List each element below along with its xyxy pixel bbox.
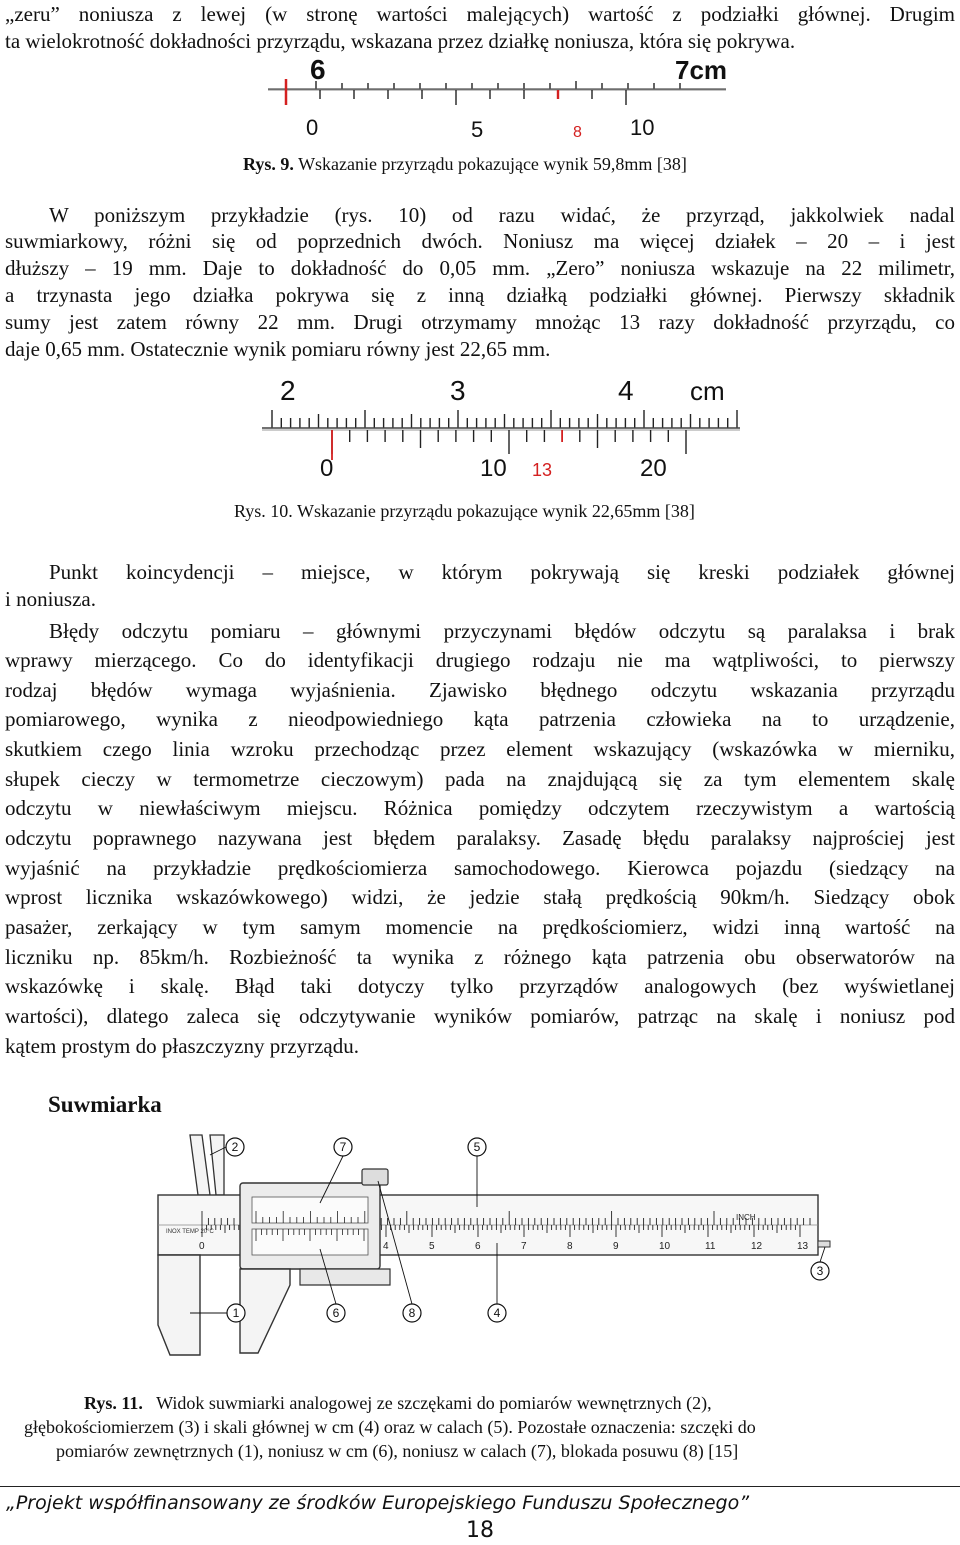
paragraph-line: kątem prostym do płaszczyzny przyrządu.	[5, 1034, 359, 1058]
inch-label: INCH	[736, 1213, 756, 1222]
vernier-label-0: 0	[320, 455, 334, 482]
internal-jaw-fixed	[190, 1135, 210, 1195]
cm-scale-number: 8	[567, 1241, 573, 1252]
vernier-figure-10	[262, 372, 742, 484]
figure-caption-9: Rys. 9. Wskazanie przyrządu pokazujące wynik 59,8mm [38]	[243, 154, 687, 174]
lock-screw	[362, 1169, 388, 1185]
callout-label-3: 3	[816, 1264, 824, 1278]
footer-divider	[0, 1486, 960, 1487]
caliper-figure-11	[140, 1125, 840, 1380]
paragraph-line: pomiarowego, wynika z nieodpowiedniego kąta patrzenia człowieka na to urządzenie,	[5, 707, 955, 731]
cm-scale-number: 7	[521, 1241, 527, 1252]
vernier-scale-ticks	[286, 90, 626, 105]
figure-caption-11-line2: głębokościomierzem (3) i skali głównej w cm (4) oraz w calach (5). Pozostałe oznaczenia: szczęki do	[24, 1417, 756, 1437]
paragraph-line: W poniższym przykładzie (rys. 10) od razu widać, że przyrząd, jakkolwiek nadal	[49, 203, 955, 227]
paragraph-line: wskazówkę i skalę. Błąd taki dotyczy tylko przyrządów analogowych (bez wyświetlanej	[5, 974, 955, 998]
paragraph-line: ta wielokrotność dokładności przyrządu, wskazana przez działkę noniusza, która się pokrywa.	[5, 29, 796, 53]
vernier-scale-ticks	[332, 430, 686, 454]
thumb-grip	[300, 1269, 390, 1285]
slider	[240, 1183, 380, 1269]
vernier-label-10: 10	[480, 455, 507, 482]
figure-caption-11-line1: Rys. 11. Widok suwmiarki analogowej ze szczękami do pomiarów wewnętrznych (2),	[84, 1393, 712, 1413]
main-label-cm: cm	[690, 376, 725, 406]
callout-label-5: 5	[473, 1140, 481, 1154]
vernier-label-20: 20	[640, 455, 667, 482]
page-number: 18	[466, 1518, 494, 1543]
vernier-label-13: 13	[532, 460, 553, 480]
main-label-6: 6	[310, 55, 326, 85]
cm-scale-number: 5	[429, 1241, 435, 1252]
paragraph-line: sumy jest zatem równy 22 mm. Drugi otrzymamy mnożąc 13 razy dokładność przyrządu, co	[5, 310, 955, 334]
cm-scale-number: 12	[751, 1241, 763, 1252]
paragraph-line: „zeru” noniusza z lewej (w stronę wartości malejących) wartość z podziałki głównej. Drugim	[5, 2, 955, 26]
main-scale-ticks	[272, 410, 737, 428]
internal-jaw-movable	[210, 1135, 224, 1195]
cm-scale-number: 4	[383, 1241, 389, 1252]
callout-label-7: 7	[339, 1140, 347, 1154]
footer-text: „Projekt współfinansowany ze środków Europejskiego Funduszu Społecznego”	[6, 1492, 750, 1514]
paragraph-line: i noniusza.	[5, 587, 96, 611]
paragraph-line: liczniku np. 85km/h. Rozbieżność ta wynika z różnego kąta patrzenia obu obserwatorów na	[5, 945, 955, 969]
cm-scale-number: 13	[797, 1241, 809, 1252]
callout-label-1: 1	[232, 1306, 240, 1320]
paragraph-line: wartości), dlatego zaleca się odczytywanie wyników pomiarów, patrząc na skalę i noniusz pod	[5, 1004, 955, 1028]
stamp-text: INOX TEMP 20°C	[166, 1229, 214, 1235]
external-jaw-fixed	[158, 1255, 200, 1355]
depth-rod	[818, 1241, 830, 1247]
main-label-7cm: 7cm	[675, 55, 728, 85]
paragraph-line: dłuższy – 19 mm. Daje to dokładność do 0,05 mm. „Zero” noniusza wskazuje na 22 milimetr,	[5, 256, 955, 280]
paragraph-line: Błędy odczytu pomiaru – głównymi przyczynami błędów odczytu są paralaksa i brak	[49, 619, 955, 643]
main-label-4: 4	[618, 375, 634, 406]
figure-caption-11-line3: pomiarów zewnętrznych (1), noniusz w cm (6), noniusz w calach (7), blokada posuwu (8) [15]	[56, 1441, 739, 1461]
paragraph-line: a trzynasta jego działka pokrywa się z inną działką podziałki głównej. Pierwszy składnik	[5, 283, 955, 307]
callout-label-6: 6	[332, 1306, 340, 1320]
paragraph-line: pasażer, zerkający w tym samym momencie na prędkościomierz, widzi inną wartość na	[5, 915, 955, 939]
main-label-3: 3	[450, 375, 466, 406]
callout-label-4: 4	[493, 1306, 501, 1320]
main-scale-ticks	[316, 81, 680, 89]
external-jaw-movable	[240, 1269, 290, 1353]
vernier-label-8: 8	[573, 124, 582, 141]
cm-scale-number: 11	[705, 1241, 716, 1252]
section-heading: Suwmiarka	[48, 1092, 162, 1117]
vernier-label-0: 0	[306, 115, 319, 140]
vernier-label-10: 10	[630, 115, 655, 140]
cm-scale-number: 6	[475, 1241, 481, 1252]
paragraph-line: Punkt koincydencji – miejsce, w którym pokrywają się kreski podziałek głównej	[49, 560, 955, 584]
paragraph-line: wprost licznika wskazówkowego) widzi, że jedzie stałą prędkością 90km/h. Siedzący obok	[5, 885, 955, 909]
paragraph-line: wprawy mierzącego. Co do identyfikacji drugiego rodzaju nie ma wątpliwości, to pierwszy	[5, 648, 955, 672]
callout-label-8: 8	[408, 1306, 416, 1320]
callout-label-2: 2	[231, 1140, 239, 1154]
vernier-figure-9	[268, 55, 728, 145]
paragraph-line: suwmiarkowy, różni się od poprzednich dwóch. Noniusz ma więcej działek – 20 – i jest	[5, 229, 955, 253]
figure-caption-10: Rys. 10. Wskazanie przyrządu pokazujące wynik 22,65mm [38]	[234, 501, 695, 521]
paragraph-line: odczytu w niewłaściwym miejscu. Różnica pomiędzy odczytem rzeczywistym a wartością	[5, 796, 955, 820]
main-label-2: 2	[280, 375, 296, 406]
cm-scale-number: 9	[613, 1241, 619, 1252]
paragraph-line: skutkiem czego linia wzroku przechodząc przez element wskazujący (wskazówka w mierniku,	[5, 737, 955, 761]
paragraph-line: słupek cieczy w termometrze cieczowym) pada na znajdującą się za tym elementem skalę	[5, 767, 955, 791]
cm-scale-number: 0	[199, 1241, 205, 1252]
paragraph-line: wyjaśnić na przykładzie prędkościomierza samochodowego. Kierowca pojazdu (siedzący na	[5, 856, 955, 880]
paragraph-line: rodzaj błędów wymaga wyjaśnienia. Zjawisko błędnego odczytu wskazania przyrządu	[5, 678, 955, 702]
cm-scale-number: 10	[659, 1241, 671, 1252]
paragraph-line: odczytu poprawnego nazywana jest błędem paralaksy. Zasadę błędu paralaksy najprościej jest	[5, 826, 955, 850]
paragraph-line: daje 0,65 mm. Ostatecznie wynik pomiaru równy jest 22,65 mm.	[5, 337, 551, 361]
vernier-label-5: 5	[471, 117, 484, 142]
